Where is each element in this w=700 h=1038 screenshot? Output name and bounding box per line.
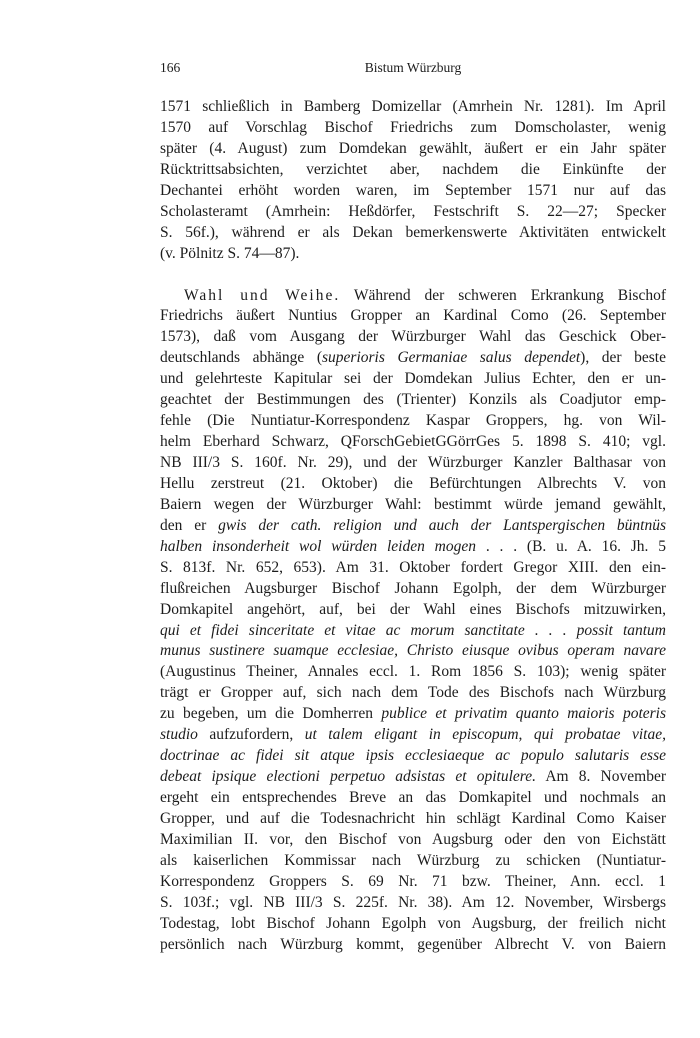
text-line: persönlich nach Würzburg kommt, gegenüber Albrecht V. von Baiern: [160, 935, 666, 953]
text-line: helm Eberhard Schwarz, QForschGebietGGörrGes 5. 1898 S. 410; vgl.: [160, 433, 666, 451]
text-run: zu begeben, um die Domherren: [160, 705, 382, 723]
latin-quote: debeat ipsique electioni perpetuo adsistas et opitulere.: [160, 768, 537, 786]
paragraph-1: [160, 97, 666, 265]
text-line: [160, 621, 666, 642]
running-header: [160, 60, 666, 82]
text-line: später (4. August) zum Domdekan gewählt, äußert er ein Jahr später: [160, 139, 666, 157]
latin-quote: studio: [160, 726, 198, 744]
text-line: Korrespondenz Groppers S. 69 Nr. 71 bzw. Theiner, Ann. eccl. 1: [160, 872, 666, 890]
text-run: . . . (B. u. A. 16. Jh. 5: [476, 537, 666, 555]
text-line: S. 813f. Nr. 652, 653). Am 31. Oktober fordert Gregor XIII. den ein-: [160, 558, 666, 576]
text-run: ), der beste: [580, 349, 666, 367]
text-line: Rücktrittsabsichten, verzichtet aber, nachdem die Einkünfte der: [160, 160, 666, 178]
running-title: Bistum Würzburg: [364, 60, 462, 75]
section-heading: Wahl und Weihe.: [184, 286, 341, 304]
text-line: 1571 schließlich in Bamberg Domizellar (Amrhein Nr. 1281). Im April: [160, 98, 666, 115]
text-line: [160, 537, 666, 558]
text-line: Scholasteramt (Amrhein: Heßdörfer, Festschrift S. 22—27; Specker: [160, 202, 666, 220]
text-run: aufzufordern,: [197, 726, 305, 744]
text-line: fehle (Die Nuntiatur-Korrespondenz Kaspar Groppers, hg. von Wil-: [160, 412, 666, 430]
text-line: [160, 348, 666, 369]
text-line: S. 103f.; vgl. NB III/3 S. 225f. Nr. 38). Am 12. November, Wirsbergs: [160, 893, 666, 911]
text-line: als kaiserlichen Kommissar nach Würzburg zu schicken (Nuntiatur-: [160, 851, 666, 869]
text-line: Gropper, und auf die Todesnachricht hin schlägt Kardinal Como Kaiser: [160, 809, 666, 827]
text-line: ergeht ein entsprechendes Breve an das Domkapitel und nochmals an: [160, 789, 666, 806]
paragraph-gap: [160, 265, 666, 286]
german-quote: gwis der cath. religion und auch der Lantspergischen büntnüs: [218, 516, 666, 534]
latin-quote: publice et privatim quanto maioris poteris: [381, 705, 666, 723]
page-number: 166: [160, 60, 181, 75]
german-quote: halben insonderheit wol würden leiden mogen: [160, 537, 477, 555]
text-line: [160, 704, 666, 725]
text-line: flußreichen Augsburger Bischof Johann Egolph, der dem Würzburger: [160, 579, 666, 597]
text-run: den er: [160, 516, 219, 534]
latin-quote: doctrinae ac fidei sit atque ipsis ecclesiaeque ac populo salutaris esse: [160, 747, 666, 765]
text-line: [160, 725, 666, 746]
text-line: Domkapitel angehört, auf, bei der Wahl eines Bischofs mitzuwirken,: [160, 600, 666, 618]
latin-quote: ut talem eligant in episcopum, qui probatae vitae,: [304, 726, 666, 744]
text-line: Friedrichs äußert Nuntius Gropper an Kardinal Como (26. September: [160, 307, 666, 325]
text-line: [160, 286, 666, 307]
text-line: S. 56f.), während er als Dekan bemerkenswerte Aktivitäten entwickelt: [160, 223, 666, 241]
latin-quote: munus sustinere suamque ecclesiae, Christo eiusque ovibus operam navare: [160, 642, 666, 660]
text-line: Dechantei erhöht worden waren, im September 1571 nur auf das: [160, 181, 666, 199]
text-line: trägt er Gropper auf, sich nach dem Tode des Bischofs nach Würzburg: [160, 684, 666, 702]
text-line: (v. Pölnitz S. 74—87).: [160, 244, 300, 262]
text-line: geachtet der Bestimmungen des (Trienter) Konzils als Coadjutor emp-: [160, 391, 666, 409]
text-line: [160, 641, 666, 662]
paragraph-2: [160, 286, 666, 956]
body-text: [160, 97, 666, 956]
text-line: und gelehrteste Kapitular sei der Domdekan Julius Echter, den er un-: [160, 370, 666, 388]
text-run: Am 8. November: [536, 768, 666, 786]
text-run: Während der schweren Erkrankung Bischof: [340, 286, 666, 304]
latin-quote: qui et fidei sinceritate et vitae ac morum sanctitate . . . possit tantum: [160, 621, 666, 639]
latin-quote: superioris Germaniae salus dependet: [322, 349, 581, 367]
text-line: 1570 auf Vorschlag Bischof Friedrichs zum Domscholaster, wenig: [160, 118, 666, 136]
text-line: Hellu zerstreut (21. Oktober) die Befürchtungen Albrechts V. von: [160, 474, 666, 492]
text-line: Baiern wegen der Würzburger Wahl: bestimmt würde jemand gewählt,: [160, 495, 666, 513]
text-line: (Augustinus Theiner, Annales eccl. 1. Rom 1856 S. 103); wenig später: [160, 663, 666, 681]
text-line: [160, 746, 666, 767]
text-run: deutschlands abhänge (: [160, 349, 323, 367]
text-line: NB III/3 S. 160f. Nr. 29), und der Würzburger Kanzler Balthasar von: [160, 454, 666, 471]
text-line: Maximilian II. vor, den Bischof von Augsburg oder den von Eichstätt: [160, 830, 666, 848]
text-line: [160, 767, 666, 788]
text-line: 1573), daß vom Ausgang der Würzburger Wahl das Geschick Ober-: [160, 328, 666, 346]
text-line: [160, 516, 666, 537]
text-line: Todestag, lobt Bischof Johann Egolph von Augsburg, der freilich nicht: [160, 914, 666, 932]
